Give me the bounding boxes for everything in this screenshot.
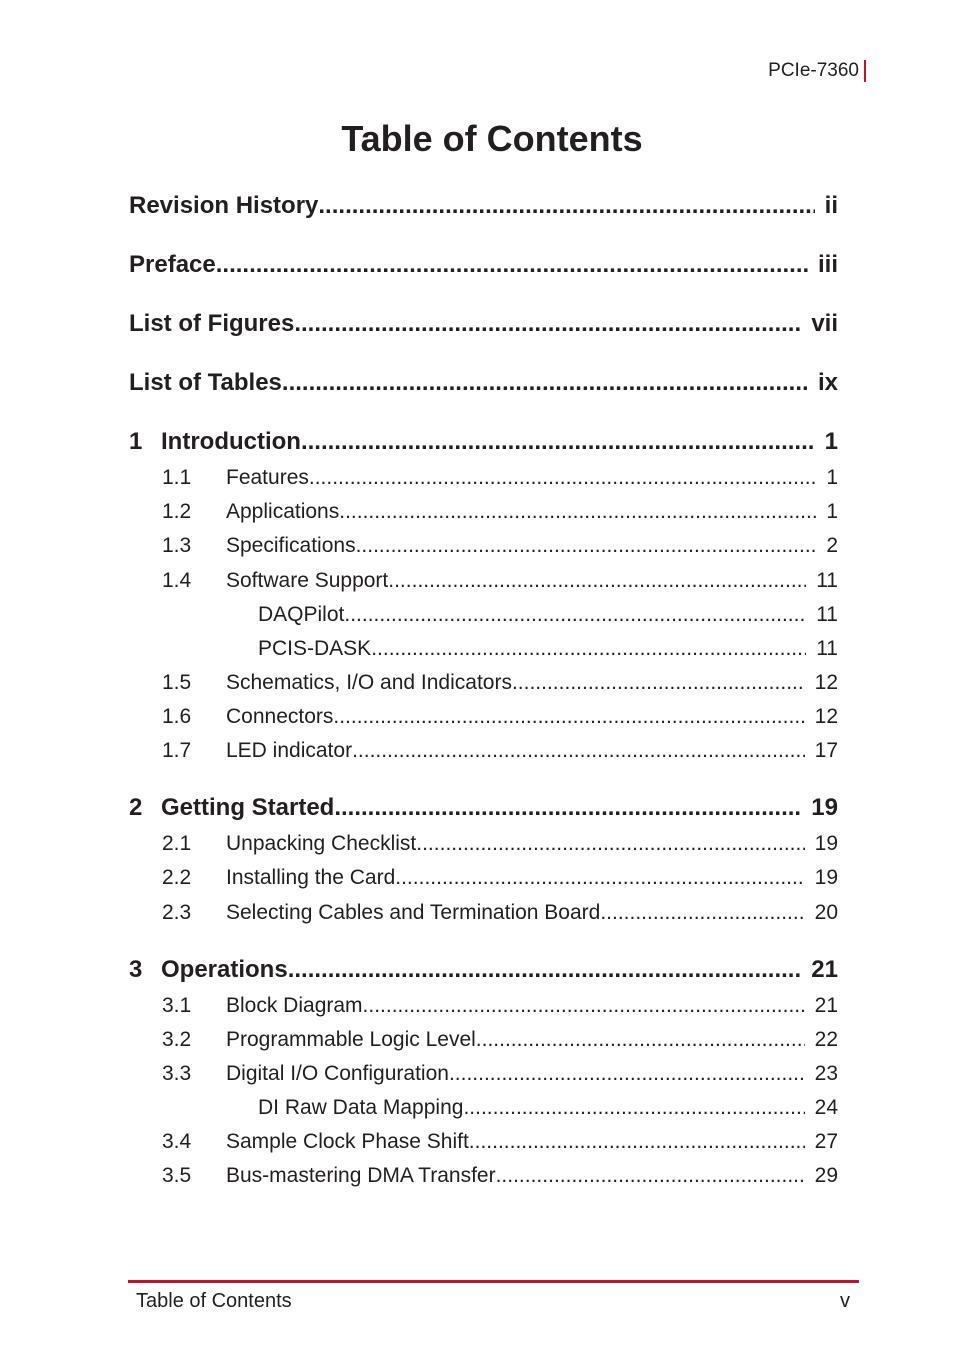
- toc-entry[interactable]: [129, 739, 838, 763]
- toc-entry[interactable]: [129, 671, 838, 695]
- toc-entry-title: [129, 866, 395, 890]
- toc-entry[interactable]: [129, 1130, 838, 1154]
- toc-entry-label: LED indicator: [226, 739, 353, 762]
- toc-entry-page: 19: [814, 832, 838, 855]
- footer-page-number: v: [840, 1290, 850, 1312]
- page-title: Table of Contents: [341, 118, 643, 159]
- toc-entry-number: 1.1: [162, 466, 192, 489]
- toc-entry-title: [129, 705, 333, 729]
- toc-entry-page: 11: [816, 637, 838, 660]
- toc-entry[interactable]: [129, 251, 838, 279]
- toc-entry-title: [129, 466, 309, 490]
- toc-entry-number: 3.3: [162, 1062, 192, 1085]
- toc-leader-dots: [216, 251, 808, 279]
- header-accent-bar: [864, 60, 866, 82]
- toc-leader-dots: [449, 1062, 805, 1086]
- toc-entry-number: 1.7: [162, 739, 192, 762]
- toc-entry-title: [129, 534, 356, 558]
- toc-entry[interactable]: [129, 310, 838, 338]
- toc-entry-label: Preface: [129, 251, 216, 278]
- doc-id: PCIe-7360: [768, 60, 859, 81]
- toc-entry-title: [258, 637, 371, 661]
- toc-entry-number: 1.3: [162, 534, 192, 557]
- toc-entry-title: [129, 671, 512, 695]
- toc-entry-page: 19: [811, 794, 838, 821]
- toc-entry-label: DAQPilot: [258, 603, 345, 626]
- toc-entry-number: 2.1: [162, 832, 192, 855]
- toc-leader-dots: [352, 739, 805, 763]
- toc-entry-number: 1.4: [162, 569, 192, 592]
- toc-entry-title: [129, 1130, 469, 1154]
- toc-entry[interactable]: [129, 956, 838, 984]
- toc-entry-page: 22: [814, 1028, 838, 1051]
- toc-entry-page: 21: [811, 956, 838, 983]
- toc-entry-page: iii: [817, 251, 838, 278]
- toc-entry-label: Installing the Card: [226, 866, 396, 889]
- toc-entry-label: PCIS-DASK: [258, 637, 372, 660]
- toc-entry-label: List of Figures: [129, 310, 295, 337]
- toc-entry-title: [129, 994, 363, 1018]
- toc-leader-dots: [463, 1096, 804, 1120]
- toc-entry-label: DI Raw Data Mapping: [258, 1096, 464, 1119]
- toc-entry-number: 1: [129, 428, 143, 455]
- toc-entry[interactable]: [129, 369, 838, 397]
- toc-entry-label: Selecting Cables and Termination Board: [226, 901, 601, 924]
- toc-entry-page: 19: [814, 866, 838, 889]
- toc-entry-title: [129, 500, 339, 524]
- toc-leader-dots: [309, 466, 816, 490]
- toc-entry-page: 24: [814, 1096, 838, 1119]
- toc-entry-page: ix: [817, 369, 838, 396]
- toc-entry-label: Revision History: [129, 192, 319, 219]
- toc-entry-number: 3.5: [162, 1164, 192, 1187]
- toc-entry-title: [258, 1096, 463, 1120]
- toc-entry-label: Sample Clock Phase Shift: [226, 1130, 469, 1153]
- toc-entry[interactable]: [129, 192, 838, 220]
- toc-entry-number: 1.6: [162, 705, 192, 728]
- toc-entry-page: 21: [814, 994, 838, 1017]
- toc-entry-title: [258, 603, 344, 627]
- toc-entry-page: vii: [811, 310, 838, 337]
- toc-entry[interactable]: [129, 705, 838, 729]
- toc-entry[interactable]: [129, 994, 838, 1018]
- toc-entry-title: [129, 956, 288, 984]
- toc-entry-page: 29: [814, 1164, 838, 1187]
- toc-entry[interactable]: [129, 1164, 838, 1188]
- toc-entry[interactable]: [129, 500, 838, 524]
- toc-leader-dots: [371, 637, 806, 661]
- toc-entry-number: 3: [129, 956, 143, 983]
- toc-leader-dots: [363, 994, 805, 1018]
- toc-entry-page: 23: [814, 1062, 838, 1085]
- toc-leader-dots: [334, 794, 801, 822]
- toc-entry-page: 27: [814, 1130, 838, 1153]
- toc-entry-label: Applications: [226, 500, 340, 523]
- toc-entry-page: 2: [826, 534, 838, 557]
- toc-entry-page: 11: [816, 569, 838, 592]
- toc-entry-label: Specifications: [226, 534, 356, 557]
- toc-entry-label: Connectors: [226, 705, 334, 728]
- toc-leader-dots: [476, 1028, 805, 1052]
- toc-leader-dots: [288, 956, 802, 984]
- toc-leader-dots: [600, 901, 804, 925]
- toc-entry[interactable]: [129, 603, 838, 627]
- toc-entry-label: Unpacking Checklist: [226, 832, 417, 855]
- toc-entry-label: Programmable Logic Level: [226, 1028, 476, 1051]
- toc-entry-title: [129, 1062, 449, 1086]
- toc-entry-title: [129, 739, 352, 763]
- toc-leader-dots: [416, 832, 804, 856]
- toc-entry-label: List of Tables: [129, 369, 282, 396]
- toc-entry-title: [129, 794, 334, 822]
- toc-entry-number: 1.2: [162, 500, 192, 523]
- running-header: [768, 60, 866, 82]
- toc-entry[interactable]: [129, 534, 838, 558]
- toc-entry-number: 2.2: [162, 866, 192, 889]
- toc-entry-label: Introduction: [161, 428, 301, 455]
- toc-entry[interactable]: [129, 428, 838, 456]
- toc-entry-label: Operations: [161, 956, 288, 983]
- toc-entry[interactable]: [129, 637, 838, 661]
- toc-entry-title: [129, 832, 416, 856]
- toc-entry[interactable]: [129, 1062, 838, 1086]
- toc-entry-title: [129, 192, 318, 220]
- toc-entry-title: [129, 1028, 476, 1052]
- toc-leader-dots: [395, 866, 804, 890]
- toc-leader-dots: [388, 569, 806, 593]
- toc-entry-title: [129, 310, 294, 338]
- toc-entry-label: Getting Started: [161, 794, 335, 821]
- toc-leader-dots: [333, 705, 804, 729]
- toc-entry-title: [129, 428, 301, 456]
- toc-entry-number: 2: [129, 794, 143, 821]
- toc-entry[interactable]: [129, 866, 838, 890]
- toc-entry-title: [129, 251, 216, 279]
- toc-entry-page: 1: [824, 428, 838, 455]
- toc-entry[interactable]: [129, 901, 838, 925]
- toc-entry-title: [129, 369, 282, 397]
- toc-entry[interactable]: [129, 832, 838, 856]
- toc-leader-dots: [301, 428, 815, 456]
- toc-entry-number: 1.5: [162, 671, 192, 694]
- toc-entry-label: Schematics, I/O and Indicators: [226, 671, 512, 694]
- toc-leader-dots: [282, 369, 808, 397]
- toc-entry-label: Digital I/O Configuration: [226, 1062, 449, 1085]
- toc-leader-dots: [512, 671, 805, 695]
- toc-entry-page: 11: [816, 603, 838, 626]
- toc-entry-number: 2.3: [162, 901, 192, 924]
- toc-entry-page: 12: [814, 671, 838, 694]
- footer-rule: [128, 1280, 859, 1283]
- toc-entry-label: Software Support: [226, 569, 389, 592]
- toc-entry[interactable]: [129, 1028, 838, 1052]
- toc-leader-dots: [344, 603, 806, 627]
- toc-leader-dots: [294, 310, 801, 338]
- toc-entry-label: Block Diagram: [226, 994, 363, 1017]
- toc-leader-dots: [469, 1130, 805, 1154]
- toc-entry-number: 3.1: [162, 994, 192, 1017]
- toc-entry[interactable]: [129, 569, 838, 593]
- toc-entry-page: 12: [814, 705, 838, 728]
- toc-leader-dots: [496, 1164, 805, 1188]
- toc-entry-page: ii: [824, 192, 838, 219]
- toc-leader-dots: [356, 534, 817, 558]
- toc-entry-page: 20: [814, 901, 838, 924]
- toc-entry-title: [129, 569, 388, 593]
- footer-section-name: Table of Contents: [136, 1290, 292, 1312]
- toc-entry-label: Bus-mastering DMA Transfer: [226, 1164, 496, 1187]
- toc-entry[interactable]: [129, 1096, 838, 1120]
- toc-leader-dots: [318, 192, 814, 220]
- toc-entry-page: 1: [826, 500, 838, 523]
- toc-entry-title: [129, 901, 600, 925]
- toc-entry-title: [129, 1164, 496, 1188]
- toc-entry-page: 1: [826, 466, 838, 489]
- toc-entry[interactable]: [129, 794, 838, 822]
- toc-entry-page: 17: [814, 739, 838, 762]
- toc-entry[interactable]: [129, 466, 838, 490]
- toc-entry-number: 3.4: [162, 1130, 192, 1153]
- toc-entry-label: Features: [226, 466, 309, 489]
- toc-leader-dots: [339, 500, 816, 524]
- toc-entry-number: 3.2: [162, 1028, 192, 1051]
